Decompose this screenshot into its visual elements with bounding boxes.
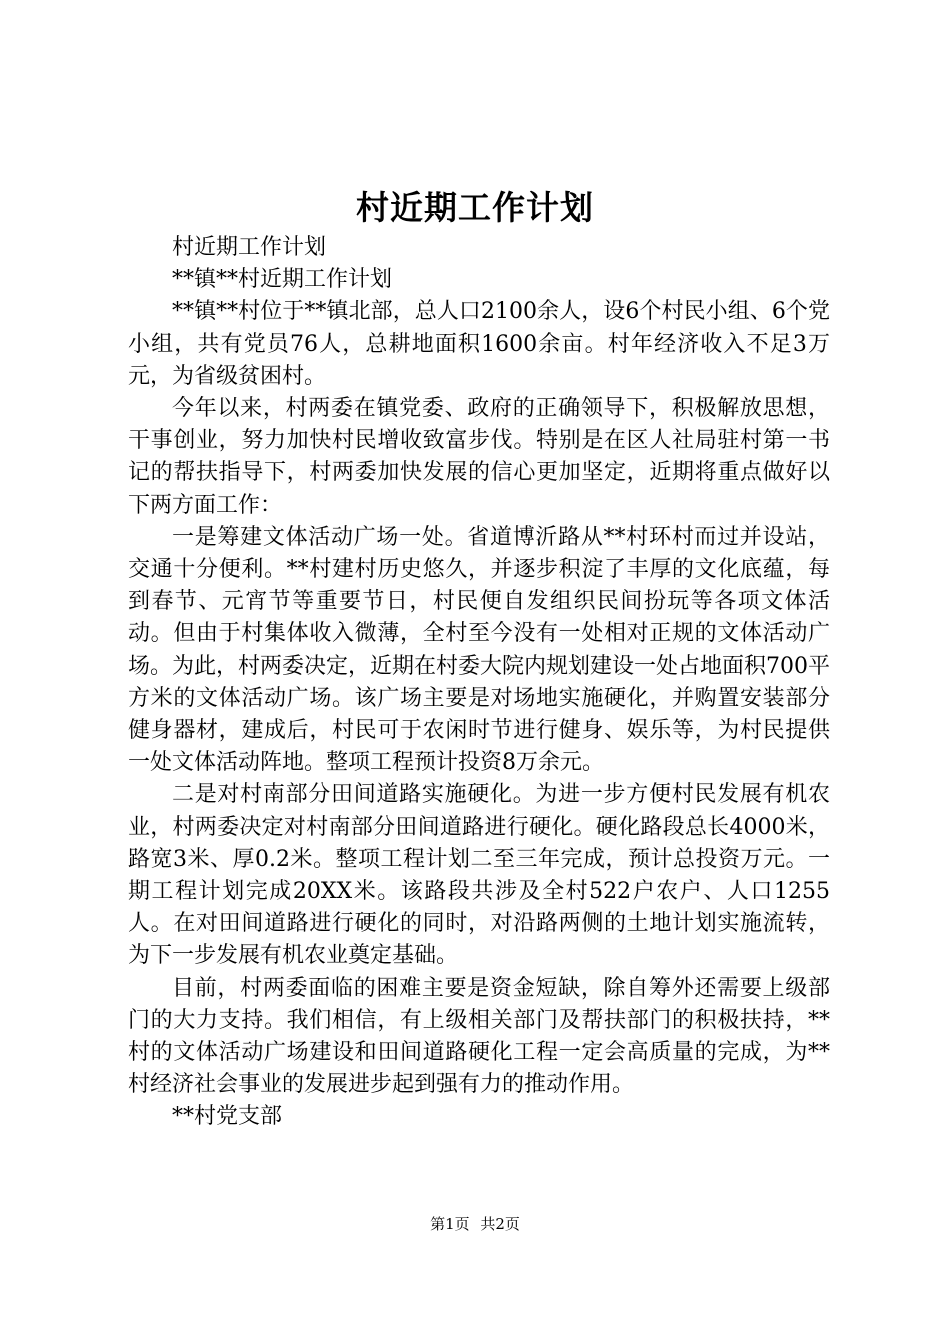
paragraph-conclusion: 目前，村两委面临的困难主要是资金短缺，除自筹外还需要上级部门的大力支持。我们相信，有上级相关部门及帮扶部门的积极扶持，**村的文体活动广场建设和田间道路硬化工程一定会高质量的完成，为**村经济社会事业的发展进步起到强有力的推动作用。 <box>128 975 830 1098</box>
paragraph-signature: **村党支部 <box>172 1104 283 1130</box>
paragraph-plan-two: 二是对村南部分田间道路实施硬化。为进一步方便村民发展有机农业，村两委决定对村南部分田间道路进行硬化。硬化路段总长4000米，路宽3米、厚0.2米。整项工程计划二至三年完成，预计总投资万元。一期工程计划完成20XX米。该路段共涉及全村522户农户、人口1255人。在对田间道路进行硬化的同时，对沿路两侧的土地计划实施流转，为下一步发展有机农业奠定基础。 <box>128 782 830 969</box>
paragraph-plan-one: 一是筹建文体活动广场一处。省道博沂路从**村环村而过并设站，交通十分便利。**村建村历史悠久，并逐步积淀了丰厚的文化底蕴，每到春节、元宵节等重要节日，村民便自发组织民间扮玩等各项文体活动。但由于村集体收入微薄，全村至今没有一处相对正规的文体活动广场。为此，村两委决定，近期在村委大院内规划建设一处占地面积700平方米的文体活动广场。该广场主要是对场地实施硬化，并购置安装部分健身器材，建成后，村民可于农闲时节进行健身、娱乐等，为村民提供一处文体活动阵地。整项工程预计投资8万余元。 <box>128 524 830 776</box>
page-total: 共2页 <box>480 1215 520 1233</box>
paragraph-overview: 今年以来，村两委在镇党委、政府的正确领导下，积极解放思想，干事创业，努力加快村民增收致富步伐。特别是在区人社局驻村第一书记的帮扶指导下，村两委加快发展的信心更加坚定，近期将重点做好以下两方面工作： <box>128 396 830 518</box>
document-body <box>128 232 830 1134</box>
paragraph-intro: **镇**村位于**镇北部，总人口2100余人，设6个村民小组、6个党小组，共有党员76人，总耕地面积1600余亩。村年经济收入不足3万元，为省级贫困村。 <box>128 299 830 389</box>
page-footer <box>0 1214 950 1234</box>
paragraph-subtitle: 村近期工作计划 <box>172 235 327 260</box>
paragraph-heading: **镇**村近期工作计划 <box>172 267 393 293</box>
document-title: 村近期工作计划 <box>356 188 594 227</box>
page-number: 第1页 <box>430 1215 470 1233</box>
